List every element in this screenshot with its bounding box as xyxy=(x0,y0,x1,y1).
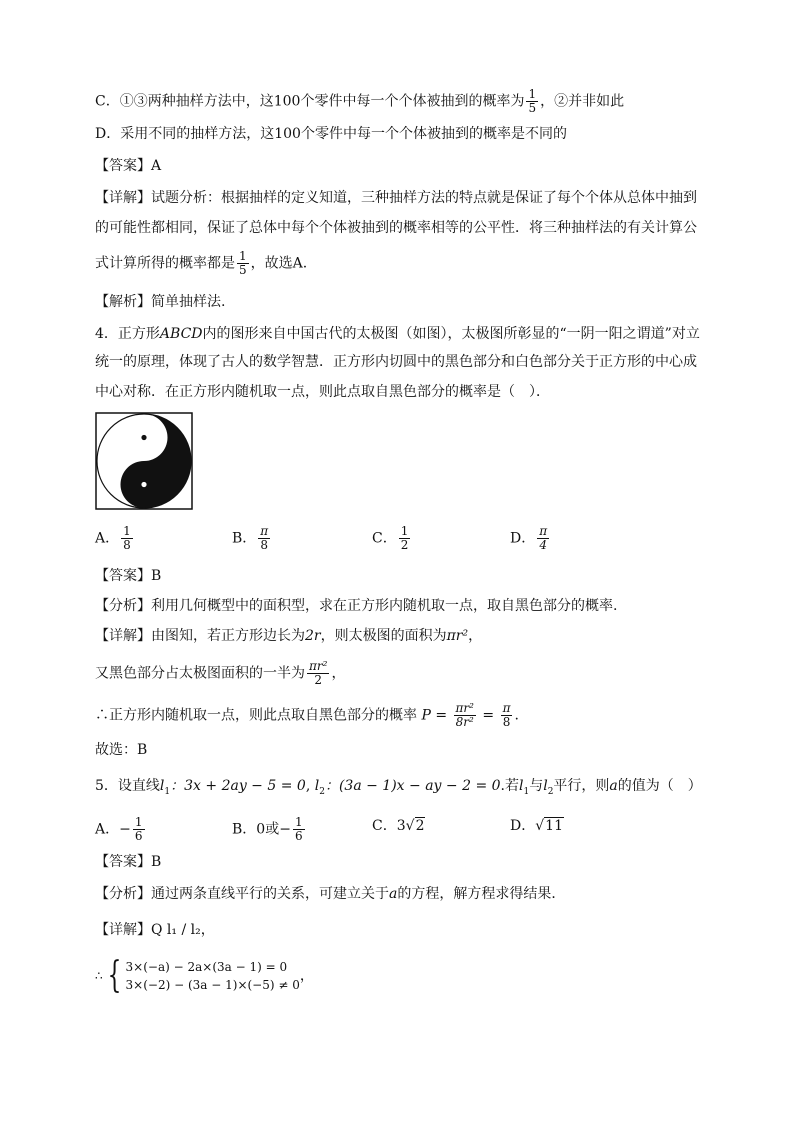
q4-option-b: B． $\frac{\pi}{8}$ xyxy=(232,524,269,552)
q4-stem-3: 中心对称．在正方形内随机取一点，则此点取自黑色部分的概率是（ ）． xyxy=(95,384,550,400)
q4-detail-3: ∴正方形内随机取一点，则此点取自黑色部分的概率 P = $\frac{\text{πr²}}{\text{8r²}}$ = $\frac{\pi}{8}$ . xyxy=(95,701,519,729)
q3-detail-2: 的可能性都相同，保证了总体中每个个体被抽到的概率相等的公平性．将三种抽样法的有关计算公 xyxy=(95,220,697,236)
q4-stem-2: 统一的原理，体现了古人的数学智慧．正方形内切圆中的黑色部分和白色部分关于正方形的中心成 xyxy=(95,354,697,370)
circled-2: ② xyxy=(554,93,569,110)
q4-option-c: C． $\frac{1}{2}$ xyxy=(372,524,409,552)
q5-option-d: D．√11 xyxy=(510,818,563,834)
q4-answer: 【答案】B xyxy=(95,568,162,584)
q4-fenxi: 【分析】利用几何概型中的面积型，求在正方形内随机取一点，取自黑色部分的概率. xyxy=(95,598,618,614)
q5-option-a: A．− $\frac{1}{6}$ xyxy=(95,815,143,843)
q4-choose: 故选：B xyxy=(95,742,148,758)
q5-answer: 【答案】B xyxy=(95,854,162,870)
q5-stem: 5．设直线$l_1$：3x + 2ay − 5 = 0, $l_2$：(3a − 1)x − ay − 2 = 0.若$l_1$与$l_2$平行，则a的值为（ ） xyxy=(95,778,702,797)
q5-system: ∴ { 3×(−a) − 2a×(3a − 1) = 0 3×(−2) − (3a − 1)×(−5) ≠ 0 ， xyxy=(95,955,314,996)
q5-option-c: C．3√2 xyxy=(372,818,425,834)
q4-detail-1: 【详解】由图知，若正方形边长为2r，则太极图的面积为πr²， xyxy=(95,628,483,644)
q4-option-a: A． $\frac{1}{8}$ xyxy=(95,524,131,552)
q4-detail-2: 又黑色部分占太极图面积的一半为 $\frac{\text{πr²}}{2}$ ， xyxy=(95,659,346,687)
circled-1: ① xyxy=(119,93,134,110)
q3-answer: 【答案】A xyxy=(95,158,162,174)
taiji-figure xyxy=(95,412,193,510)
q3-option-d: D．采用不同的抽样方法，这100个零件中每一个个体被抽到的概率是不同的 xyxy=(95,126,567,142)
black-dot xyxy=(141,435,146,440)
white-dot xyxy=(141,482,146,487)
q5-option-b: B．0或− $\frac{1}{6}$ xyxy=(232,815,303,843)
q5-detail-1: 【详解】Q l₁ / l₂， xyxy=(95,922,215,938)
q3-detail-1: 【详解】试题分析：根据抽样的定义知道，三种抽样方法的特点就是保证了每个个体从总体中抽到 xyxy=(95,190,697,206)
fraction-one-fifth-2: $\frac{1}{5}$ xyxy=(239,249,247,277)
q3-analysis: 【解析】简单抽样法. xyxy=(95,294,226,310)
q3-detail-3: 式计算所得的概率都是 $\frac{1}{5}$ ，故选A. xyxy=(95,249,308,277)
q4-stem-1: 4．正方形ABCD内的图形来自中国古代的太极图（如图），太极图所彰显的“一阴一阳之谓道”对立 xyxy=(95,326,700,342)
q3-option-c: C．①③两种抽样方法中，这100个零件中每一个个体被抽到的概率为 $\frac{1}{5}$ ，②并非如此 xyxy=(95,87,625,115)
q4-option-d: D． $\frac{\pi}{4}$ xyxy=(510,524,548,552)
q5-fenxi: 【分析】通过两条直线平行的关系，可建立关于a的方程，解方程求得结果． xyxy=(95,886,566,902)
fraction-one-fifth: $\frac{1}{5}$ xyxy=(528,87,537,115)
circled-3: ③ xyxy=(133,93,148,110)
